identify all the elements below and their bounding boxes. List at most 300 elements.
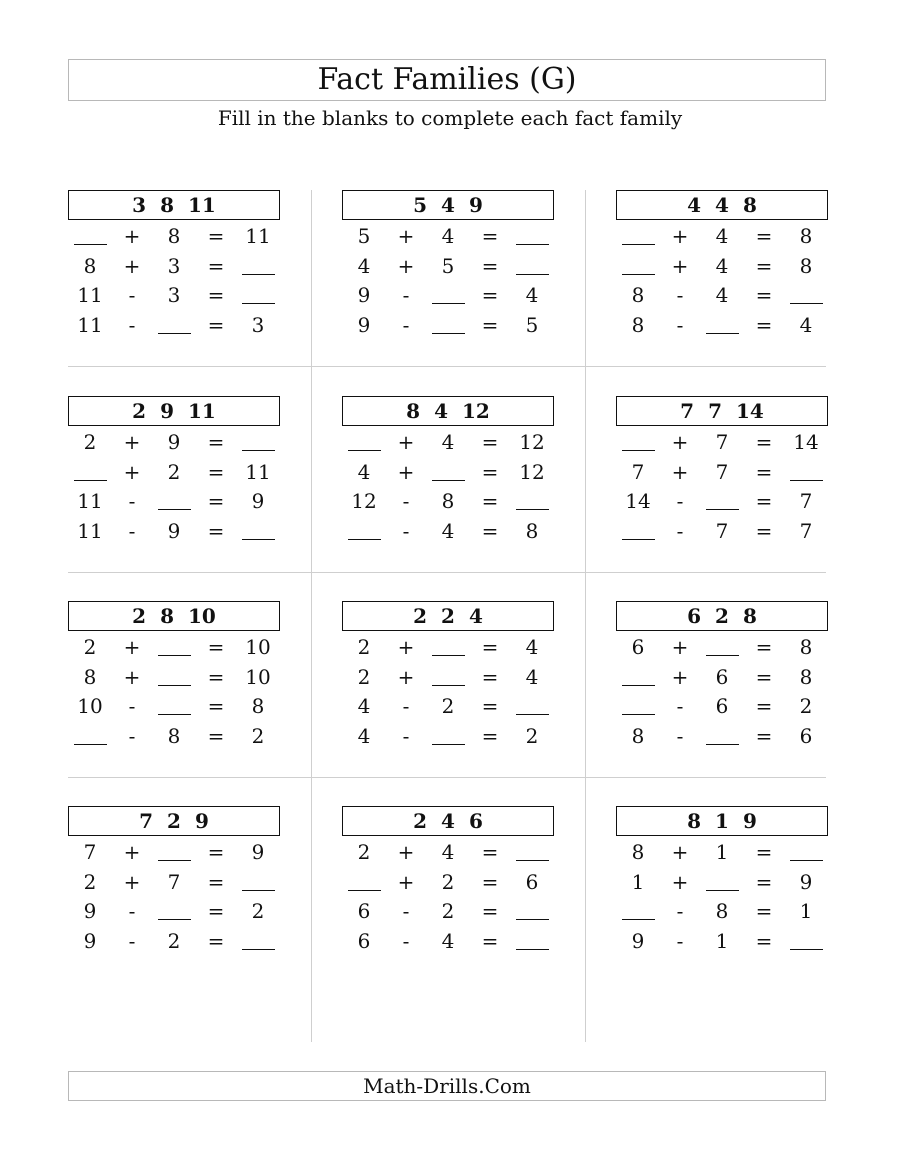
- equation-row: [342, 485, 554, 515]
- number: 8: [715, 899, 729, 923]
- family-number: 2: [715, 604, 729, 628]
- blank-line: [516, 224, 549, 245]
- fact-family-numbers: [68, 190, 280, 220]
- blank-line: [706, 724, 739, 745]
- blank-line: [432, 724, 465, 745]
- fact-family-numbers: [68, 601, 280, 631]
- fact-family: [342, 190, 554, 338]
- blank-line: [790, 460, 823, 481]
- number: 8: [799, 635, 813, 659]
- blank-line: [348, 870, 381, 891]
- equation-row: [616, 456, 828, 486]
- equation-row: [68, 426, 280, 456]
- number: 1: [631, 869, 645, 894]
- equation-row: [342, 661, 554, 691]
- blank-line: [432, 635, 465, 656]
- operator: =: [481, 723, 499, 748]
- answer-blank: [70, 224, 110, 250]
- equation-row: [616, 661, 828, 691]
- blank-line: [242, 430, 275, 451]
- number: 9: [251, 840, 265, 864]
- number: 2: [525, 723, 539, 748]
- answer-blank: [154, 694, 194, 720]
- equation-row: [616, 309, 828, 339]
- family-number: 8: [160, 604, 174, 628]
- answer-blank: [786, 283, 826, 309]
- operator: -: [402, 489, 410, 513]
- blank-line: [622, 899, 655, 920]
- number: 7: [631, 459, 645, 484]
- number: 4: [441, 928, 455, 953]
- equation-row: [342, 836, 554, 866]
- answer-blank: [428, 665, 468, 691]
- number: 8: [83, 253, 97, 278]
- number: 8: [799, 224, 813, 248]
- fact-family-numbers: [616, 190, 828, 220]
- equation-row: [616, 515, 828, 545]
- answer-blank: [70, 460, 110, 486]
- answer-blank: [702, 724, 742, 750]
- operator: =: [481, 694, 499, 718]
- operator: =: [207, 635, 225, 659]
- equation-row: [68, 220, 280, 250]
- family-number: 2: [167, 809, 181, 833]
- operator: +: [123, 430, 141, 454]
- number: 8: [631, 283, 645, 307]
- equation-row: [342, 720, 554, 750]
- operator: =: [207, 518, 225, 543]
- family-number: 7: [139, 809, 154, 833]
- number: 12: [351, 489, 377, 513]
- number: 4: [715, 253, 729, 278]
- number: 7: [167, 869, 181, 894]
- instructions: Fill in the blanks to complete each fact family: [217, 106, 683, 130]
- fact-family: [342, 396, 554, 544]
- fact-family-numbers: [342, 190, 554, 220]
- operator: =: [755, 253, 773, 278]
- number: 11: [245, 459, 271, 484]
- operator: =: [207, 840, 225, 864]
- number: 1: [799, 899, 813, 923]
- blank-line: [622, 519, 655, 540]
- answer-blank: [512, 224, 552, 250]
- answer-blank: [786, 840, 826, 866]
- blank-line: [158, 313, 191, 334]
- fact-family-numbers: [616, 601, 828, 631]
- blank-line: [790, 929, 823, 950]
- operator: =: [207, 253, 225, 278]
- answer-blank: [618, 254, 658, 280]
- operator: -: [676, 899, 684, 923]
- operator: =: [207, 224, 225, 248]
- page-title: Fact Families (G): [317, 62, 577, 97]
- number: 3: [167, 283, 181, 307]
- number: 11: [245, 224, 271, 248]
- operator: -: [402, 694, 410, 718]
- operator: -: [402, 723, 410, 748]
- number: 2: [251, 899, 265, 923]
- operator: =: [481, 928, 499, 953]
- blank-line: [242, 870, 275, 891]
- number: 9: [251, 489, 265, 513]
- fact-family: [616, 806, 828, 954]
- family-number: 3: [132, 193, 147, 217]
- equation-row: [68, 690, 280, 720]
- equation-row: [342, 866, 554, 896]
- number: 9: [799, 869, 813, 894]
- equation-row: [68, 309, 280, 339]
- number: 4: [357, 723, 371, 748]
- number: 12: [519, 459, 545, 484]
- answer-blank: [618, 430, 658, 456]
- fact-family-numbers: [68, 806, 280, 836]
- number: 6: [525, 869, 539, 894]
- family-number: 9: [742, 809, 757, 833]
- equation-row: [342, 456, 554, 486]
- number: 4: [441, 840, 455, 864]
- number: 1: [715, 928, 729, 953]
- blank-line: [432, 665, 465, 686]
- operator: -: [128, 283, 136, 307]
- number: 14: [625, 489, 651, 513]
- number: 9: [167, 518, 181, 543]
- operator: +: [397, 459, 415, 484]
- operator: +: [397, 869, 415, 894]
- operator: =: [207, 312, 225, 337]
- equation-row: [68, 895, 280, 925]
- operator: =: [481, 224, 499, 248]
- number: 6: [715, 664, 729, 689]
- equation-row: [616, 720, 828, 750]
- equation-row: [342, 925, 554, 955]
- number: 2: [83, 635, 97, 659]
- operator: =: [481, 312, 499, 337]
- answer-blank: [618, 665, 658, 691]
- blank-line: [242, 283, 275, 304]
- number: 6: [357, 899, 371, 923]
- number: 8: [525, 518, 539, 543]
- number: 3: [251, 312, 265, 337]
- operator: +: [397, 635, 415, 659]
- answer-blank: [618, 694, 658, 720]
- blank-line: [706, 870, 739, 891]
- blank-line: [706, 313, 739, 334]
- number: 11: [77, 518, 103, 543]
- fact-family: [68, 190, 280, 338]
- equation-row: [616, 631, 828, 661]
- operator: -: [676, 283, 684, 307]
- blank-line: [242, 254, 275, 275]
- operator: -: [128, 489, 136, 513]
- fact-family-numbers: [68, 396, 280, 426]
- operator: =: [755, 459, 773, 484]
- number: 5: [357, 224, 371, 248]
- operator: -: [128, 899, 136, 923]
- equation-row: [68, 836, 280, 866]
- blank-line: [622, 254, 655, 275]
- operator: -: [676, 694, 684, 718]
- answer-blank: [702, 489, 742, 515]
- family-number: 2: [132, 604, 147, 628]
- footer: Math-Drills.Com: [68, 1071, 826, 1101]
- number: 8: [631, 840, 645, 864]
- blank-line: [348, 430, 381, 451]
- number: 8: [631, 723, 645, 748]
- number: 7: [799, 489, 813, 513]
- fact-family: [616, 396, 828, 544]
- blank-line: [516, 899, 549, 920]
- number: 4: [799, 312, 813, 337]
- operator: +: [671, 430, 689, 454]
- operator: -: [402, 928, 410, 953]
- operator: =: [207, 694, 225, 718]
- equation-row: [616, 836, 828, 866]
- answer-blank: [238, 430, 278, 456]
- number: 5: [525, 312, 539, 337]
- row-divider: [68, 366, 826, 367]
- number: 2: [441, 899, 455, 923]
- number: 10: [245, 664, 271, 689]
- equation-row: [342, 631, 554, 661]
- number: 9: [631, 928, 645, 953]
- blank-line: [622, 224, 655, 245]
- family-number: 7: [708, 399, 722, 423]
- operator: =: [755, 489, 773, 513]
- family-number: 9: [194, 809, 209, 833]
- answer-blank: [702, 635, 742, 661]
- equation-row: [616, 866, 828, 896]
- number: 7: [83, 840, 97, 864]
- equation-row: [68, 661, 280, 691]
- answer-blank: [512, 254, 552, 280]
- number: 2: [83, 430, 97, 454]
- fact-family: [68, 396, 280, 544]
- number: 5: [441, 253, 455, 278]
- operator: +: [671, 253, 689, 278]
- operator: -: [676, 518, 684, 543]
- blank-line: [242, 929, 275, 950]
- blank-line: [158, 635, 191, 656]
- equation-row: [68, 279, 280, 309]
- operator: =: [755, 312, 773, 337]
- operator: -: [402, 312, 410, 337]
- number: 4: [525, 283, 539, 307]
- column-divider: [585, 190, 586, 1042]
- family-number: 2: [413, 809, 428, 833]
- answer-blank: [238, 283, 278, 309]
- number: 8: [441, 489, 455, 513]
- operator: +: [123, 224, 141, 248]
- family-number: 11: [188, 193, 216, 217]
- blank-line: [158, 489, 191, 510]
- equation-row: [68, 250, 280, 280]
- answer-blank: [512, 840, 552, 866]
- number: 4: [441, 518, 455, 543]
- number: 2: [167, 928, 181, 953]
- blank-line: [622, 430, 655, 451]
- family-number: 6: [468, 809, 483, 833]
- operator: =: [481, 840, 499, 864]
- operator: +: [397, 224, 415, 248]
- family-number: 6: [687, 604, 702, 628]
- blank-line: [516, 254, 549, 275]
- number: 2: [357, 635, 371, 659]
- equation-row: [68, 925, 280, 955]
- family-number: 8: [687, 809, 702, 833]
- number: 9: [83, 928, 97, 953]
- answer-blank: [238, 254, 278, 280]
- answer-blank: [618, 899, 658, 925]
- operator: =: [755, 430, 773, 454]
- operator: -: [402, 899, 410, 923]
- family-number: 4: [715, 193, 729, 217]
- answer-blank: [512, 694, 552, 720]
- blank-line: [706, 489, 739, 510]
- operator: =: [755, 283, 773, 307]
- operator: =: [481, 518, 499, 543]
- number: 7: [715, 459, 729, 484]
- number: 9: [357, 283, 371, 307]
- operator: =: [207, 664, 225, 689]
- answer-blank: [154, 635, 194, 661]
- family-number: 4: [687, 193, 702, 217]
- blank-line: [516, 840, 549, 861]
- operator: +: [671, 635, 689, 659]
- number: 4: [441, 430, 455, 454]
- equation-row: [68, 515, 280, 545]
- number: 4: [357, 253, 371, 278]
- operator: +: [123, 459, 141, 484]
- equation-row: [68, 866, 280, 896]
- operator: +: [397, 840, 415, 864]
- operator: =: [755, 928, 773, 953]
- operator: -: [128, 518, 136, 543]
- operator: =: [207, 459, 225, 484]
- family-number: 4: [434, 399, 448, 423]
- operator: =: [481, 253, 499, 278]
- equation-row: [342, 690, 554, 720]
- operator: =: [755, 635, 773, 659]
- family-number: 12: [462, 399, 490, 423]
- number: 12: [519, 430, 545, 454]
- answer-blank: [512, 899, 552, 925]
- answer-blank: [786, 929, 826, 955]
- operator: -: [128, 312, 136, 337]
- number: 11: [77, 312, 103, 337]
- operator: +: [671, 840, 689, 864]
- equation-row: [68, 456, 280, 486]
- fact-family: [616, 601, 828, 749]
- operator: -: [676, 723, 684, 748]
- operator: =: [755, 840, 773, 864]
- operator: =: [755, 723, 773, 748]
- number: 10: [77, 694, 103, 718]
- answer-blank: [428, 283, 468, 309]
- answer-blank: [702, 313, 742, 339]
- operator: -: [676, 928, 684, 953]
- equation-row: [616, 220, 828, 250]
- operator: =: [207, 723, 225, 748]
- number: 14: [793, 430, 819, 454]
- number: 4: [525, 664, 539, 689]
- operator: -: [128, 928, 136, 953]
- answer-blank: [512, 489, 552, 515]
- answer-blank: [154, 313, 194, 339]
- family-number: 14: [736, 399, 764, 423]
- family-number: 8: [742, 604, 757, 628]
- equation-row: [616, 250, 828, 280]
- title-box: [68, 59, 826, 101]
- family-number: 10: [188, 604, 216, 628]
- blank-line: [348, 519, 381, 540]
- operator: =: [481, 899, 499, 923]
- number: 8: [167, 723, 181, 748]
- blank-line: [74, 224, 107, 245]
- blank-line: [158, 694, 191, 715]
- fact-family: [616, 190, 828, 338]
- number: 4: [715, 224, 729, 248]
- equation-row: [342, 426, 554, 456]
- number: 8: [167, 224, 181, 248]
- operator: =: [207, 899, 225, 923]
- blank-line: [242, 519, 275, 540]
- number: 8: [799, 664, 813, 689]
- operator: +: [397, 253, 415, 278]
- fact-family: [68, 806, 280, 954]
- answer-blank: [154, 840, 194, 866]
- fact-family: [68, 601, 280, 749]
- answer-blank: [428, 635, 468, 661]
- family-number: 8: [406, 399, 421, 423]
- operator: =: [207, 489, 225, 513]
- equation-row: [68, 485, 280, 515]
- blank-line: [432, 283, 465, 304]
- operator: =: [755, 224, 773, 248]
- answer-blank: [238, 870, 278, 896]
- operator: +: [123, 253, 141, 278]
- number: 6: [715, 694, 729, 718]
- number: 4: [525, 635, 539, 659]
- equation-row: [616, 485, 828, 515]
- answer-blank: [344, 870, 384, 896]
- operator: =: [481, 459, 499, 484]
- family-number: 9: [160, 399, 174, 423]
- number: 11: [77, 489, 103, 513]
- number: 9: [167, 430, 181, 454]
- number: 2: [441, 694, 455, 718]
- answer-blank: [238, 929, 278, 955]
- fact-family-numbers: [342, 806, 554, 836]
- operator: =: [755, 664, 773, 689]
- family-number: 8: [742, 193, 757, 217]
- blank-line: [74, 724, 107, 745]
- fact-family-numbers: [616, 806, 828, 836]
- number: 2: [357, 840, 371, 864]
- equation-row: [616, 279, 828, 309]
- number: 6: [631, 635, 645, 659]
- number: 4: [441, 224, 455, 248]
- operator: +: [397, 664, 415, 689]
- operator: =: [481, 430, 499, 454]
- equation-row: [342, 220, 554, 250]
- number: 10: [245, 635, 271, 659]
- number: 2: [251, 723, 265, 748]
- operator: =: [755, 899, 773, 923]
- answer-blank: [238, 519, 278, 545]
- blank-line: [706, 635, 739, 656]
- answer-blank: [70, 724, 110, 750]
- family-number: 9: [468, 193, 483, 217]
